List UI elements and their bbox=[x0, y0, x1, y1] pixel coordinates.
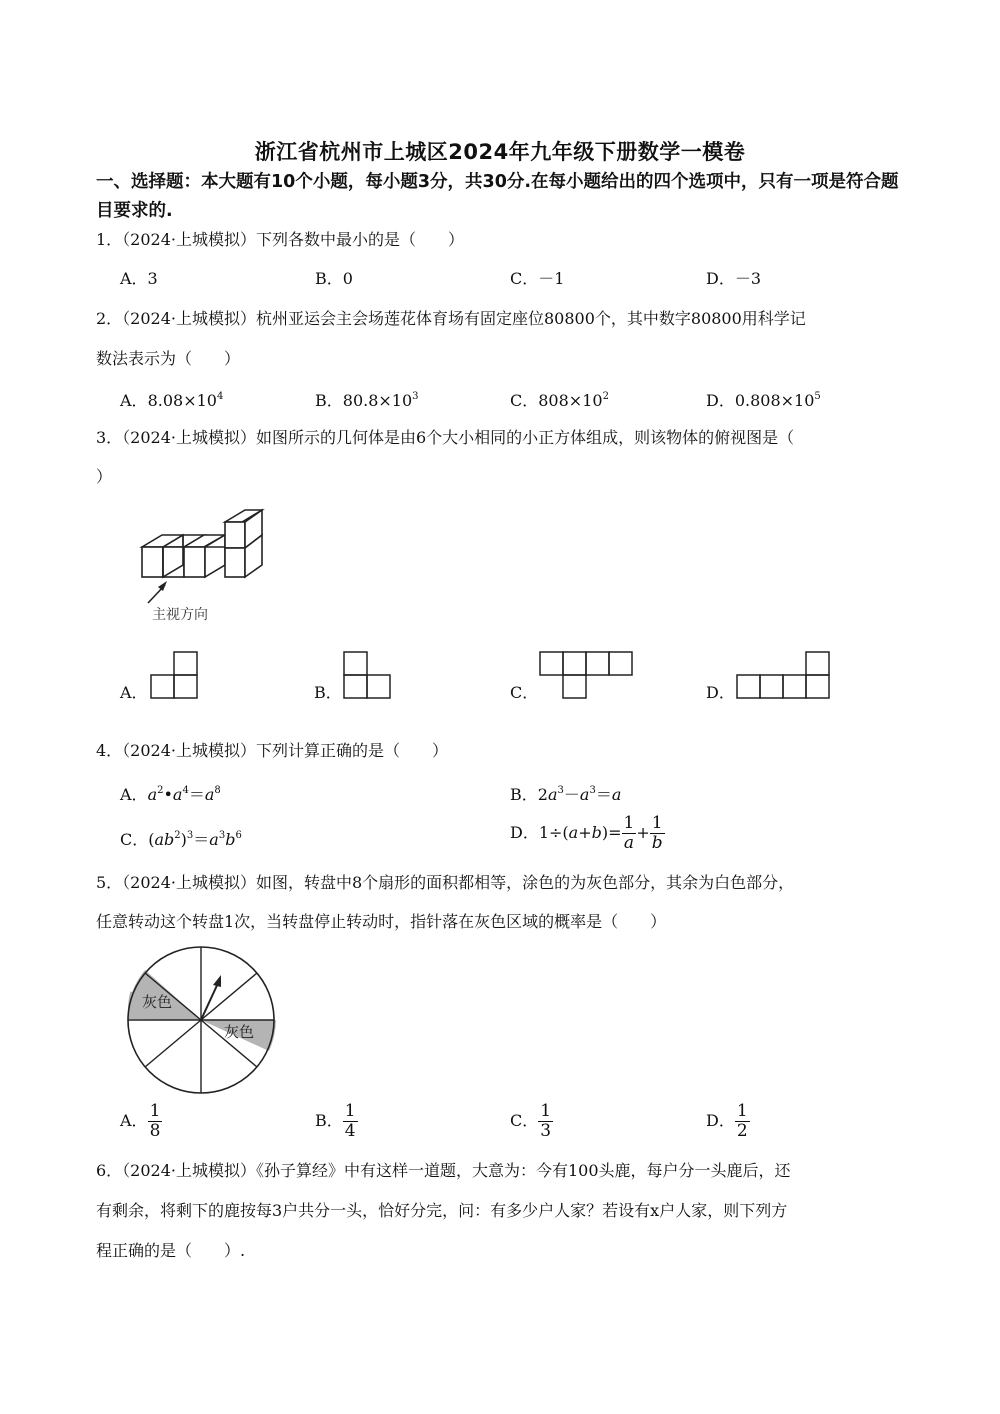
q1-option-d[interactable]: D．－3 bbox=[706, 269, 762, 288]
q2-option-c[interactable]: C．$808\times 10^2$ bbox=[510, 391, 609, 410]
q3-option-d-label[interactable]: D． bbox=[706, 683, 735, 702]
q2-option-a[interactable]: A．$8.08\times 10^4$ bbox=[120, 391, 224, 410]
question-2-line-2: 数法表示为（ ） bbox=[96, 349, 241, 368]
question-3-line-1: 3．（2024·上城模拟）如图所示的几何体是由6个大小相同的小正方体组成，则该物体的俯视图是（ bbox=[96, 428, 795, 447]
q3-option-c-figure[interactable] bbox=[539, 651, 635, 701]
q4-option-c[interactable]: C．$(ab^2)^3=a^3b^6$ bbox=[120, 830, 242, 849]
q5-option-d[interactable]: D． $\frac{1}{2}$ bbox=[706, 1101, 748, 1141]
question-5-line-2: 任意转动这个转盘1次，当转盘停止转动时，指针落在灰色区域的概率是（ ） bbox=[96, 912, 667, 931]
question-5-line-1: 5．（2024·上城模拟）如图，转盘中8个扇形的面积都相等，涂色的为灰色部分，其余为白色部分， bbox=[96, 873, 795, 892]
q3-option-a-figure[interactable] bbox=[150, 651, 200, 701]
q5-option-c[interactable]: C． $\frac{1}{3}$ bbox=[510, 1101, 552, 1141]
q1-option-b[interactable]: B．0 bbox=[315, 269, 353, 288]
q4-option-d[interactable]: D．1÷(a+b)= $\frac{1}{a}$ + $\frac{1}{b}$ bbox=[510, 813, 663, 853]
gray-label-right: 灰色 bbox=[224, 1023, 255, 1041]
question-3-line-2: ） bbox=[96, 467, 113, 486]
page-title: 浙江省杭州市上城区2024年九年级下册数学一模卷 bbox=[254, 140, 746, 164]
spinner-figure bbox=[124, 943, 278, 1097]
gray-label-left: 灰色 bbox=[142, 993, 173, 1011]
q5-option-a[interactable]: A． $\frac{1}{8}$ bbox=[120, 1101, 161, 1141]
q3-option-b-figure[interactable] bbox=[343, 651, 393, 701]
q3-option-d-figure[interactable] bbox=[736, 651, 832, 701]
question-6-line-1: 6．（2024·上城模拟）《孙子算经》中有这样一道题，大意为：今有100头鹿，每户分一头鹿后，还 bbox=[96, 1161, 791, 1180]
spinner-pointer bbox=[201, 981, 219, 1020]
section-heading: 一、选择题：本大题有10个小题，每小题3分，共30分.在每小题给出的四个选项中，只有一项是符合题目要求的. bbox=[96, 172, 899, 221]
q3-option-b-label[interactable]: B． bbox=[314, 683, 342, 702]
question-4-text: 4．（2024·上城模拟）下列计算正确的是（ ） bbox=[96, 741, 448, 760]
q1-option-c[interactable]: C．－1 bbox=[510, 269, 565, 288]
question-6-line-2: 有剩余，将剩下的鹿按每3户共分一头，恰好分完，问：有多少户人家？若设有x户人家，则下列方 bbox=[96, 1201, 788, 1220]
question-6-line-3: 程正确的是（ ）. bbox=[96, 1241, 246, 1260]
question-2-line-1: 2．（2024·上城模拟）杭州亚运会主会场莲花体育场有固定座位80800个，其中数字80800用科学记 bbox=[96, 309, 806, 328]
q1-option-a[interactable]: A．3 bbox=[120, 269, 158, 288]
q2-option-d[interactable]: D．$0.808\times 10^5$ bbox=[706, 391, 821, 410]
question-1-text: 1．（2024·上城模拟）下列各数中最小的是（ ） bbox=[96, 230, 464, 249]
figure-caption: 主视方向 bbox=[152, 607, 208, 623]
q4-option-b[interactable]: B．$2a^3-a^3=a$ bbox=[510, 785, 622, 804]
q2-option-b[interactable]: B．$80.8\times 10^3$ bbox=[315, 391, 419, 410]
q5-option-b[interactable]: B． $\frac{1}{4}$ bbox=[315, 1101, 356, 1141]
q4-option-a[interactable]: A．$a^2•a^4=a^8$ bbox=[120, 785, 221, 804]
q3-option-a-label[interactable]: A． bbox=[120, 683, 148, 702]
q3-option-c-label[interactable]: C． bbox=[510, 683, 539, 702]
